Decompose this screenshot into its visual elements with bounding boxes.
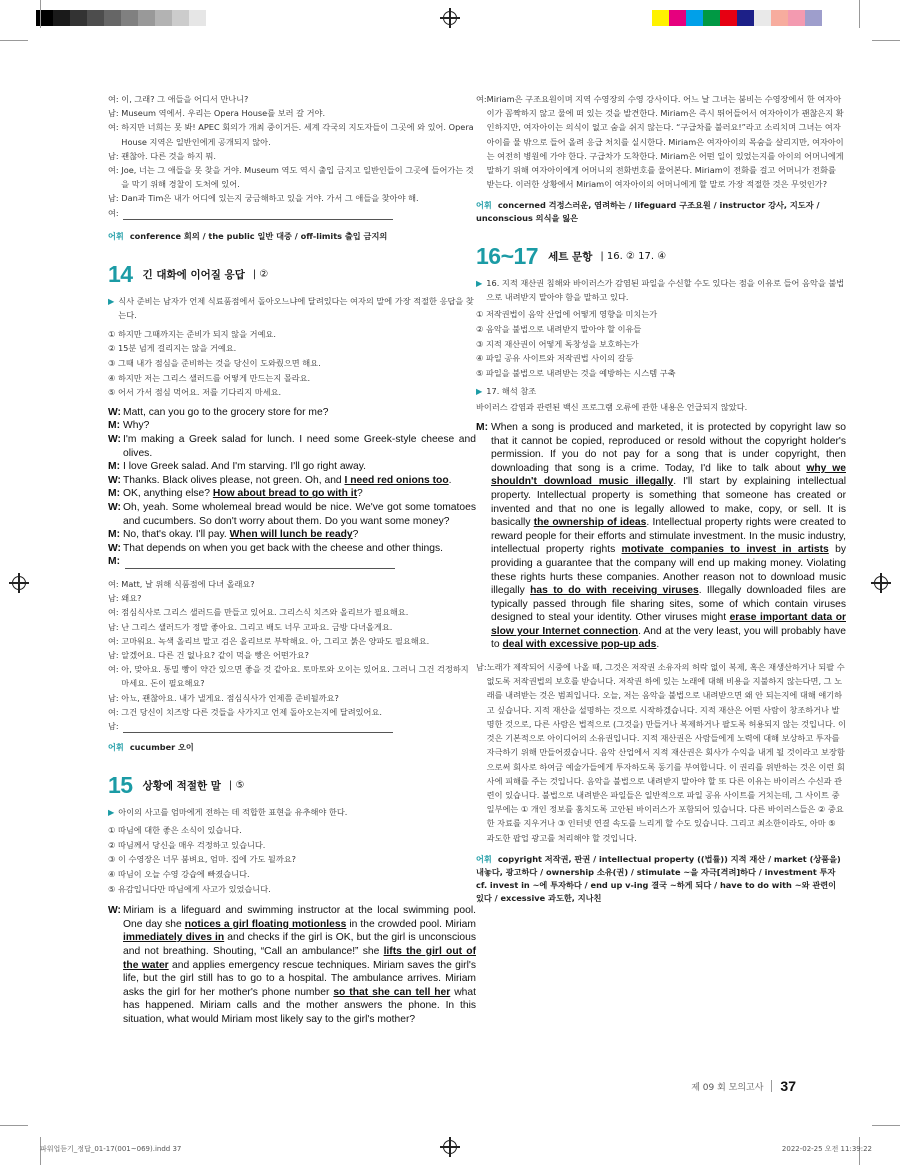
section-14-hint bbox=[108, 294, 476, 322]
date-slug: 2022-02-25 오전 11:39:22 bbox=[781, 1145, 872, 1153]
color-swatch bbox=[121, 10, 138, 26]
passage-text: When a song is produced and marketed, it is protected by copyright law so that it cannot be copied, reproduced or resold without the copyright holder's permission. If you do not pay for a song that is under copyright, then downloading that song is a crime. Today, I'd like to talk about why we shouldn't download music illegally. I'll start by explaining intellectual property. Intellectual property is something that someone has created or invented and that no one is legally allowed to make, copy, or sell. It is basically the ownership of ideas. Intellectual property rights were created to reward people for their efforts and stimulate investment. In the music industry, intellectual property rights motivate companies to invest in artists by providing a guarantee that the company will end up making money. Violating these rights hurts these companies. Another reason not to download music illegally has to do with receiving viruses. Illegally downloaded files are typically passed through file sharing sites, some of which contain viruses designed to steal your identity. Other viruses might erase important data or slow your Internet connection. And at the very least, you will probably have to deal with excessive pop-up ads. bbox=[491, 421, 846, 651]
speaker-label: 여: bbox=[108, 94, 122, 104]
line-text: 그건 당신이 치즈랑 다른 것들을 사가지고 언제 돌아오는지에 달려있어요. bbox=[121, 706, 382, 717]
passage-16-17-korean: 남: 노래가 제작되어 시중에 나올 때, 그것은 저작권 소유자의 허락 없이 복제, 혹은 재생산하거나 되팔 수 없도록 저작권법의 보호를 받습니다. 저작권 하에 있는 노래에 대해 비용을 지불하지 않는다면, 그 노래를 내려받는 것은 범죄입니다. 오늘, 저는 음악을 불법으로 내려받으면 왜 안 되는지에 대해 얘기하고 싶습니다. 지적 재산을 설명하는 것으로 시작하겠습니다. 지적 재산은 어떤 사람이 창조하거나 발명한 것으로, 다른 사람은 법적으로 (그것을) 만들거나 복제하거나 팔도록 허용되지 않는 것입니다. 이것은 기본적으로 아이디어의 소유권입니다. 지적 재산권은 사람들에게 노력에 대해 보상하고 투자를 자극하기 위해 만들어졌습니다. 음악 산업에서 지적 재산권은 회사가 수익을 내게 될 것이라고 보장함으로써 회사로 하여금 예술가들에게 투자하도록 동기를 부여합니다. 이 권리를 위반하는 것은 이런 회사에 피해를 주는 것입니다. 음악을 불법으로 내려받지 말아야 할 또 다른 이유는 바이러스 수신과 관련이 있습니다. 불법으로 내려받은 파일들은 일반적으로 파일 공유 사이트를 거치는데, 그 사이트 중 일부에는 ① 개인 정보를 훔치도록 고안된 바이러스가 포함되어 있습니다. 다른 바이러스들은 ② 중요한 자료를 지우거나 ③ 인터넷 연결 속도를 느리게 할 수도 있습니다. 그리고 최소한이라도, 아마 ⑤ 과도한 팝업 광고를 처리해야 할 것입니다. bbox=[476, 662, 846, 843]
speaker-label: 남: bbox=[108, 108, 122, 119]
dialog-line bbox=[108, 487, 476, 501]
speaker-label: 남: bbox=[108, 720, 122, 731]
speaker-label: 여: bbox=[108, 165, 122, 176]
dialog-line bbox=[108, 662, 476, 690]
dialog-line bbox=[108, 591, 476, 605]
color-swatch bbox=[737, 10, 754, 26]
line-text: 알겠어요. 다른 건 없나요? 같이 먹을 빵은 어떤가요? bbox=[121, 649, 309, 660]
answer-blank bbox=[125, 568, 395, 569]
speaker-label: 여: bbox=[108, 122, 122, 133]
section-number: 14 bbox=[108, 260, 133, 287]
dialog-line bbox=[108, 555, 476, 569]
option-item: ② 음악을 불법으로 내려받지 말아야 할 이유들 bbox=[476, 324, 642, 335]
color-swatch bbox=[87, 10, 104, 26]
section-number: 16~17 bbox=[476, 243, 539, 270]
speaker-label: W: bbox=[108, 474, 124, 486]
line-text bbox=[121, 206, 476, 220]
color-swatch bbox=[172, 10, 189, 26]
crop-mark bbox=[0, 40, 28, 41]
passage-15-korean: 여: Miriam은 구조요원이며 지역 수영장의 수영 강사이다. 어느 날 그녀는 붐비는 수영장에서 한 여자아이가 꼼짝하지 않고 물에 떠 있는 것을 발견한다. Miriam은 즉시 뛰어들어서 여자아이가 괜찮은지 확인하지만, 여자아이는 의식이 없고 숨을 쉬지 않는다. “구급차를 불러요!”라고 소리치며 그녀는 여자아이를 물 밖으로 들어 올려 응급 처치를 실시한다. Miriam은 여자아이의 목숨을 살리지만, 여자아이는 여전히 병원에 가야 한다. 구급차가 도착한다. Miriam은 어떤 일이 있었는지를 아이의 어머니에게 말하기 위해 여자아이에게 어머니의 전화번호를 물어본다. Miriam이 전화를 걸고 어머니가 전화를 받는다. 이러한 상황에서 Miriam이 여자아이의 어머니에게 할 말로 가장 적절한 것은 무엇인가? bbox=[476, 94, 844, 190]
crop-mark bbox=[872, 40, 900, 41]
line-text: 고마워요. 녹색 올리브 말고 검은 올리브로 부탁해요. 아, 그리고 붉은 양파도 필요해요. bbox=[121, 635, 430, 646]
option-item: ④ 파일 공유 사이트와 저작권법 사이의 갈등 bbox=[476, 353, 634, 364]
dialog-line bbox=[108, 433, 476, 460]
color-swatch bbox=[771, 10, 788, 26]
color-swatch bbox=[652, 10, 669, 26]
dialog-line bbox=[108, 634, 476, 648]
dialog-13-korean bbox=[108, 92, 476, 220]
line-text: Why? bbox=[123, 420, 150, 432]
speaker-label: M: bbox=[108, 529, 123, 541]
color-swatch bbox=[788, 10, 805, 26]
speaker-label: W: bbox=[108, 905, 121, 917]
line-text bbox=[123, 555, 476, 569]
answer-blank bbox=[123, 732, 393, 733]
speaker-label: 여: bbox=[108, 664, 122, 675]
section-17-hint bbox=[476, 384, 846, 398]
crop-mark bbox=[859, 0, 860, 28]
dialog-line bbox=[108, 460, 476, 474]
line-text: 이, 그래? 그 애들을 어디서 만나니? bbox=[121, 94, 249, 104]
speaker-label: 여: bbox=[108, 635, 122, 646]
option-item: ⑤ 유감입니다만 따님에게 사고가 있었습니다. bbox=[108, 883, 271, 894]
speaker-label: 남: bbox=[108, 649, 122, 660]
option-item: ② 따님께서 당신을 매우 걱정하고 있습니다. bbox=[108, 839, 266, 850]
speaker-label: M: bbox=[108, 488, 123, 500]
dialog-line bbox=[108, 106, 476, 120]
line-text: Joe, 너는 그 애들을 못 찾을 거야. Museum 역도 역시 출입 금지고 일반인들이 그곳에 들어가는 것을 막기 위해 경찰이 도처에 있어. bbox=[121, 165, 474, 190]
dialog-line bbox=[108, 528, 476, 542]
option-item: ① 하지만 그때까지는 준비가 되지 않을 거예요. bbox=[108, 328, 276, 339]
speaker-label: W: bbox=[108, 501, 124, 513]
vocab-16-17 bbox=[476, 853, 846, 905]
speaker-label: W: bbox=[108, 406, 124, 418]
line-text: I love Greek salad. And I'm starving. I'll go right away. bbox=[123, 461, 366, 473]
line-text: 왜요? bbox=[121, 593, 142, 604]
line-text: Thanks. Black olives please, not green. Oh, and I need red onions too. bbox=[123, 474, 452, 486]
color-swatch bbox=[155, 10, 172, 26]
color-swatch bbox=[703, 10, 720, 26]
hint-text: 식사 준비는 남자가 언제 식료품점에서 돌아오느냐에 달려있다는 여자의 말에 가장 적절한 응답을 찾는다. bbox=[118, 295, 474, 320]
option-item: ④ 하지만 저는 그리스 샐러드를 어떻게 만드는지 몰라요. bbox=[108, 372, 311, 383]
exam-label: 제 09 회 모의고사 bbox=[691, 1082, 764, 1093]
passage-15-english bbox=[108, 904, 476, 1026]
triangle-icon: ▶ bbox=[108, 807, 115, 818]
section-16-hint bbox=[476, 276, 846, 304]
line-text: 점심식사로 그리스 샐러드를 만들고 있어요. 그리스식 치즈와 올리브가 필요해요. bbox=[121, 607, 409, 618]
vocab-label: 어휘 bbox=[476, 200, 492, 211]
line-text: 괜찮아. 다른 것을 하지 뭐. bbox=[121, 150, 216, 161]
section-number: 15 bbox=[108, 772, 133, 799]
option-item: ④ 따님이 오늘 수영 강습에 빠졌습니다. bbox=[108, 868, 250, 879]
speaker-label: 남: bbox=[108, 193, 122, 204]
page-number: 37 bbox=[780, 1078, 796, 1094]
speaker-label: 남: bbox=[108, 692, 122, 703]
line-text: Museum 역에서. 우리는 Opera House를 보러 갈 거야. bbox=[121, 108, 326, 119]
dialog-line bbox=[108, 620, 476, 634]
option-item: ⑤ 파일을 불법으로 내려받는 것을 예방하는 시스템 구축 bbox=[476, 367, 676, 378]
line-text: 난 그리스 샐러드가 정말 좋아요. 그리고 배도 너무 고파요. 금방 다녀올게요. bbox=[121, 621, 393, 632]
color-swatch bbox=[36, 10, 53, 26]
speaker-label: M: bbox=[108, 461, 123, 473]
vocab-label: 어휘 bbox=[108, 742, 124, 753]
line-text: OK, anything else? How about bread to go with it? bbox=[123, 488, 363, 500]
dialog-line bbox=[108, 719, 476, 733]
speaker-label: 여: bbox=[108, 607, 122, 618]
line-text: Oh, yeah. Some wholemeal bread would be nice. We've got some tomatoes and cucumbers. So don't worry about them. Do you want some money? bbox=[123, 501, 476, 527]
section-15-options bbox=[108, 823, 476, 896]
dialog-line bbox=[108, 691, 476, 705]
section-answer: | 16. ② 17. ④ bbox=[600, 251, 667, 263]
speaker-label: 여: bbox=[108, 706, 122, 717]
dialog-line bbox=[108, 406, 476, 420]
dialog-line bbox=[108, 206, 476, 220]
section-16-17-header bbox=[476, 243, 846, 270]
line-text: 아뇨, 괜찮아요. 내가 낼게요. 점심식사가 언제쯤 준비될까요? bbox=[121, 692, 339, 703]
dialog-line bbox=[108, 705, 476, 719]
vocab-label: 어휘 bbox=[476, 853, 492, 864]
vocab-text: cucumber 오이 bbox=[129, 742, 194, 753]
dialog-line bbox=[108, 120, 476, 148]
registration-mark-right bbox=[874, 576, 888, 590]
dialog-line bbox=[108, 577, 476, 591]
dialog-line bbox=[108, 163, 476, 191]
crop-mark bbox=[0, 1125, 28, 1126]
color-swatch bbox=[53, 10, 70, 26]
dialog-14-korean bbox=[108, 577, 476, 733]
color-swatch bbox=[754, 10, 771, 26]
dialog-line bbox=[108, 474, 476, 488]
color-swatch bbox=[189, 10, 206, 26]
passage-text: Miriam is a lifeguard and swimming instructor at the local swimming pool. One day she notices a girl floating motionless in the crowded pool. Miriam immediately dives in and checks if the girl is OK, but the girl is unconscious and not breathing. Shouting, “Call an ambulance!” she lifts the girl out of the water and applies emergency rescue techniques. Miriam saves the girl's life, but the girl still has to go to a hospital. The ambulance arrives. Miriam asks the girl for her mother's phone number so that she can tell her what has happened. Miriam calls and the mother answers the phone. In this situation, what would Miriam most likely say to the girl's mother? bbox=[123, 905, 476, 1025]
dialog-line bbox=[108, 542, 476, 556]
hint-text: 17. 해석 참조 bbox=[486, 386, 537, 397]
section-14-header bbox=[108, 261, 476, 288]
section-14-options bbox=[108, 327, 476, 400]
section-15-hint bbox=[108, 805, 476, 819]
gray-swatch-bar bbox=[36, 10, 206, 26]
file-slug: 파워업듣기_정답_01-17(001~069).indd 37 bbox=[40, 1145, 182, 1153]
triangle-icon: ▶ bbox=[476, 278, 483, 289]
option-item: ① 따님에 대한 좋은 소식이 있습니다. bbox=[108, 825, 242, 836]
color-swatch bbox=[805, 10, 822, 26]
line-text: 하지만 너희는 못 봐! APEC 회의가 개최 중이거든. 세계 각국의 지도자들이 그곳에 와 있어. Opera House 지역은 일반인에게 공개되지 않아. bbox=[121, 122, 474, 147]
line-text: I'm making a Greek salad for lunch. I need some Greek-style cheese and olives. bbox=[123, 433, 476, 459]
dialog-line bbox=[108, 648, 476, 662]
section-answer: | ⑤ bbox=[228, 780, 245, 792]
color-swatch bbox=[104, 10, 121, 26]
option-item: ③ 지적 재산권이 어떻게 독창성을 보호하는가 bbox=[476, 338, 639, 349]
vocab-label: 어휘 bbox=[108, 230, 124, 241]
speaker-label: 남: bbox=[108, 593, 122, 604]
dialog-14-english bbox=[108, 406, 476, 569]
option-item: ② 15분 넘게 걸리지는 않을 거예요. bbox=[108, 343, 237, 354]
line-text: Matt, can you go to the grocery store for me? bbox=[123, 406, 329, 418]
line-text: Dan과 Tim은 내가 어디에 있는지 궁금해하고 있을 거야. 가서 그 애들을 찾아야 해. bbox=[121, 193, 419, 204]
section-title: 세트 문항 bbox=[548, 251, 593, 264]
hint-text: 아이의 사고를 엄마에게 전하는 데 적합한 표현을 유추해야 한다. bbox=[118, 807, 348, 818]
option-item: ③ 이 수영장은 너무 붐벼요, 엄마. 집에 가도 될까요? bbox=[108, 854, 296, 865]
page-footer bbox=[691, 1078, 796, 1094]
crop-mark bbox=[40, 0, 41, 28]
dialog-line bbox=[108, 605, 476, 619]
vocab-14 bbox=[108, 741, 476, 754]
left-column bbox=[108, 92, 476, 1026]
line-text: Matt, 날 위해 식품점에 다녀 올래요? bbox=[121, 578, 255, 589]
speaker-label: M: bbox=[476, 421, 489, 433]
line-text: No, that's okay. I'll pay. When will lunch be ready? bbox=[123, 529, 359, 541]
speaker-label: M: bbox=[108, 420, 123, 432]
dialog-line bbox=[108, 419, 476, 433]
passage-16-17-english bbox=[476, 421, 846, 652]
section-15-header bbox=[108, 772, 476, 799]
speaker-label: W: bbox=[108, 433, 124, 445]
vocab-text: concerned 걱정스러운, 염려하는 / lifeguard 구조요원 / instructor 강사, 지도자 / unconscious 의식을 잃은 bbox=[476, 200, 820, 224]
section-answer: | ② bbox=[252, 268, 269, 280]
color-swatch-bar bbox=[652, 10, 822, 26]
crop-mark bbox=[872, 1125, 900, 1126]
option-item: ① 저작권법이 음악 산업에 어떻게 영향을 미치는가 bbox=[476, 309, 658, 320]
triangle-icon: ▶ bbox=[476, 386, 483, 397]
speaker-label: M: bbox=[108, 556, 123, 568]
footer-divider bbox=[771, 1080, 772, 1092]
registration-mark-left bbox=[12, 576, 26, 590]
dialog-line bbox=[108, 149, 476, 163]
speaker-label: W: bbox=[108, 542, 124, 554]
dialog-line bbox=[108, 92, 476, 106]
triangle-icon: ▶ bbox=[108, 295, 115, 306]
registration-mark-top bbox=[443, 11, 457, 25]
speaker-label: 남: bbox=[108, 150, 122, 161]
dialog-line bbox=[108, 501, 476, 528]
line-text: 아, 맞아요. 통밀 빵이 약간 있으면 좋을 것 같아요. 토마토와 오이는 있어요. 그러니 그건 걱정하지 마세요. 돈이 필요해요? bbox=[121, 664, 469, 689]
registration-mark-bottom bbox=[443, 1140, 457, 1154]
vocab-text: conference 회의 / the public 일반 대중 / off-limits 출입 금지의 bbox=[129, 230, 388, 241]
answer-blank bbox=[123, 219, 393, 220]
speaker-label: 남: bbox=[108, 621, 122, 632]
option-item: ③ 그때 내가 점심을 준비하는 것을 당신이 도와줬으면 해요. bbox=[108, 358, 321, 369]
speaker-label: 여: bbox=[108, 207, 122, 218]
hint-text: 16. 지적 재산권 침해와 바이러스가 감염된 파일을 수신할 수도 있다는 점을 이유로 들어 음악을 불법으로 내려받지 말아야 함을 말하고 있다. bbox=[486, 278, 845, 303]
section-title: 긴 대화에 이어질 응답 bbox=[142, 268, 245, 281]
color-swatch bbox=[138, 10, 155, 26]
line-text: That depends on when you get back with the cheese and other things. bbox=[123, 542, 443, 554]
vocab-text: copyright 저작권, 판권 / intellectual property ((법률)) 지적 재산 / market (상품을) 내놓다, 광고하다 / ownership 소유(권) / stimulate ~을 자극[격려]하다 / investment 투자 cf. invest in ~에 투자하다 / end up v-ing 결국 ~하게 되다 / have to do with ~와 관련이 있다 / excessive 과도한, 지나친 bbox=[476, 853, 841, 903]
speaker-label: 여: bbox=[108, 578, 122, 589]
dialog-line bbox=[108, 191, 476, 205]
vocab-13 bbox=[108, 230, 476, 243]
option-item: ⑤ 어서 가서 점심 먹어요. 저를 기다리지 마세요. bbox=[108, 387, 282, 398]
color-swatch bbox=[70, 10, 87, 26]
right-column bbox=[476, 92, 846, 905]
section-17-note: 바이러스 감염과 관련된 백신 프로그램 오류에 관한 내용은 언급되지 않았다. bbox=[476, 402, 748, 413]
color-swatch bbox=[686, 10, 703, 26]
section-16-options bbox=[476, 307, 846, 380]
color-swatch bbox=[669, 10, 686, 26]
section-title: 상황에 적절한 말 bbox=[142, 780, 221, 793]
color-swatch bbox=[720, 10, 737, 26]
vocab-15 bbox=[476, 199, 846, 225]
line-text bbox=[121, 719, 476, 733]
